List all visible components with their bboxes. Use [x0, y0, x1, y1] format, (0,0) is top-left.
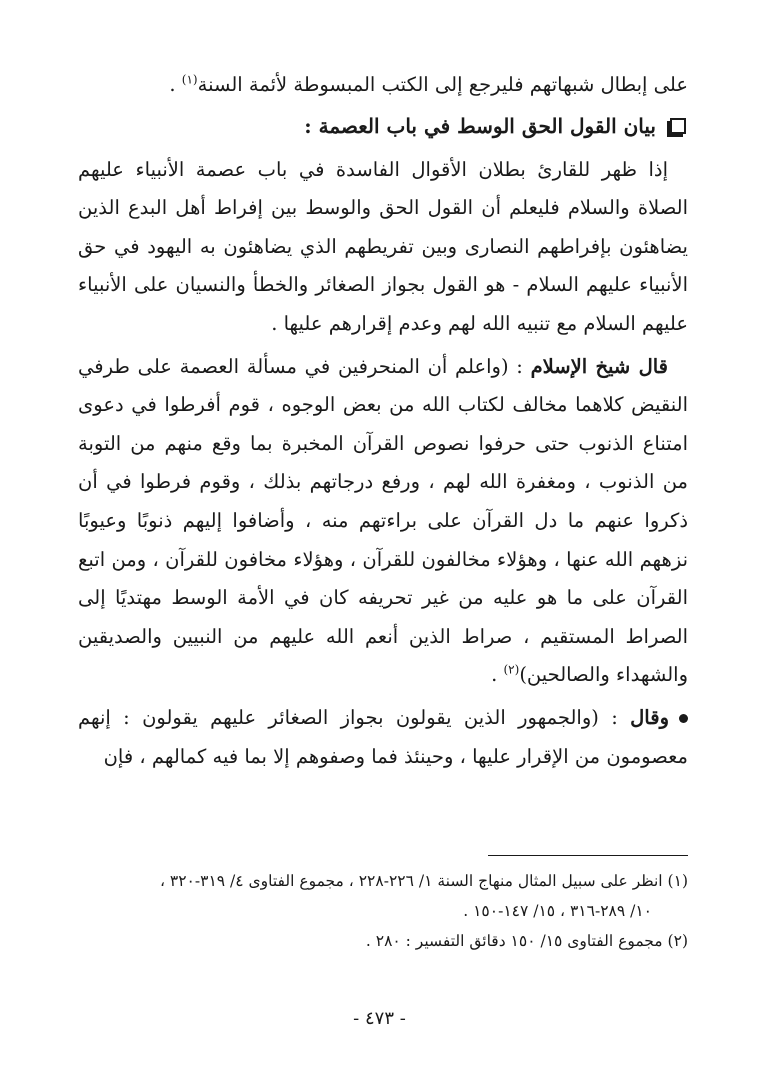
section-heading — [78, 107, 688, 145]
footnote-1 — [78, 866, 688, 896]
text-line-top — [78, 66, 688, 105]
paragraph-3-text: : (والجمهور الذين يقولون بجواز الصغائر عليهم يقولون : إنهم معصومون من الإقرار عليها ، وحينئذ فما وصفوهم إلا بما فيه كمالهم ، فإن — [78, 705, 688, 768]
section-heading-text: بيان القول الحق الوسط في باب العصمة : — [304, 113, 656, 138]
footnote-1-number: (١) — [667, 872, 688, 890]
footnote-2 — [78, 926, 688, 956]
bullet-icon — [679, 714, 688, 723]
footnote-1-text: انظر على سبيل المثال منهاج السنة ١/ ٢٢٦-٢٢٨ ، مجموع الفتاوى ٤/ ٣١٩-٣٢٠ ، — [159, 872, 663, 890]
footnote-ref-2[interactable]: (٢) — [503, 662, 520, 677]
paragraph-1: إذا ظهر للقارئ بطلان الأقوال الفاسدة في باب عصمة الأنبياء عليهم الصلاة والسلام فليعلم أن القول الحق والوسط بين إفراط أهل البدع الذين يضاهئون بإفراطهم النصارى وبين تفريطهم الذي يضاهئون به اليهود في حق الأنبياء عليهم السلام - هو القول بجواز الصغائر والخطأ والنسيان على الأنبياء عليهم السلام مع تنبيه الله لهم وعدم إقرارهم عليها . — [78, 157, 688, 335]
footnote-1-continued: ١٠/ ٢٨٩-٣١٦ ، ١٥/ ١٤٧-١٥٠ . — [463, 902, 652, 920]
paragraph-3-lead: وقال — [630, 705, 669, 729]
paragraph-2-end: . — [491, 663, 504, 687]
footnote-2-number: (٢) — [667, 932, 688, 950]
paragraph-2-lead: قال شيخ الإسلام — [530, 354, 669, 378]
page-number: - ٤٧٣ - — [353, 1008, 406, 1029]
paragraph-2-text: : (واعلم أن المنحرفين في مسألة العصمة على طرفي النقيض كلاهما مخالف لكتاب الله من بعض الوجوه ، قوم أفرطوا في دعوى امتناع الذنوب حتى حرفوا نصوص القرآن المخبرة بما وقع منهم من التوبة من الذنوب ، ومغفرة الله لهم ، ورفع درجاتهم بذلك ، وقوم فرطوا في أن ذكروا عنهم ما دل القرآن على براءتهم منه ، وأضافوا إليهم ذنوبًا وعيوبًا نزههم الله عنها ، وهؤلاء مخالفون للقرآن ، وهؤلاء مخافون للقرآن ، ومن اتبع القرآن على ما هو عليه من غير تحريفه كان في الأمة الوسط مهتديًا إلى الصراط المستقيم ، صراط الذين أنعم الله عليهم من النبيين والصديقين والشهداء والصالحين) — [78, 354, 688, 687]
footnote-ref-1[interactable]: (١) — [181, 72, 198, 87]
paragraph-3 — [78, 699, 688, 776]
top-line-text: على إبطال شبهاتهم فليرجع إلى الكتب المبسوطة لأئمة السنة — [197, 73, 688, 96]
paragraph-2 — [78, 348, 688, 695]
top-line-end: . — [169, 73, 182, 96]
checkbox-square-icon — [670, 118, 686, 134]
footnote-divider — [488, 855, 688, 856]
footnotes — [78, 866, 688, 956]
footnote-2-text: مجموع الفتاوى ١٥/ ١٥٠ دقائق التفسير : ٢٨٠ . — [365, 932, 663, 950]
page-body — [78, 66, 688, 776]
